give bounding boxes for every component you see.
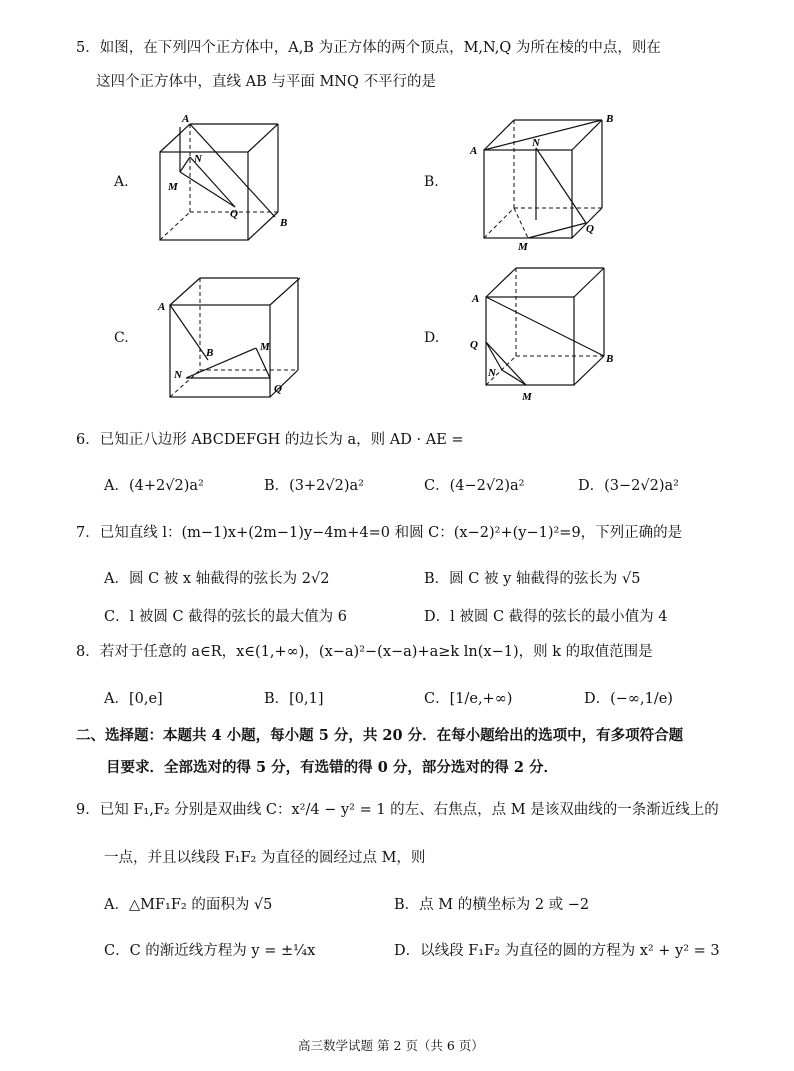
q9-option-b: B．点 M 的横坐标为 2 或 −2 — [394, 897, 590, 913]
q7-option-c: C．l 被圆 C 截得的弦长的最大值为 6 — [104, 609, 347, 625]
point-label-a: A — [472, 293, 480, 305]
point-label-m: M — [518, 241, 528, 253]
fig-c-label: C. — [114, 330, 129, 346]
q8-stem: 8．若对于任意的 a∈R，x∈(1,+∞)，(x−a)²−(x−a)+a≥k ln(x−1)，则 k 的取值范围是 — [76, 644, 653, 660]
point-label-q: Q — [230, 208, 238, 220]
q6-stem: 6．已知正八边形 ABCDEFGH 的边长为 a，则 AD · AE = — [76, 432, 464, 448]
q8-option-d: D．(−∞,1/e) — [584, 691, 673, 707]
point-label-b: B — [206, 347, 214, 359]
cube-figure-a — [150, 112, 300, 262]
point-label-a: A — [470, 145, 478, 157]
point-label-b: B — [606, 353, 614, 365]
q5-line1: 5．如图，在下列四个正方体中，A,B 为正方体的两个顶点，M,N,Q 为所在棱的中点，则在 — [76, 40, 661, 56]
point-label-b: B — [606, 113, 614, 125]
point-label-a: A — [182, 113, 190, 125]
point-label-q: Q — [470, 339, 478, 351]
q7-option-a: A．圆 C 被 x 轴截得的弦长为 2√2 — [104, 571, 330, 587]
point-label-n: N — [488, 367, 496, 379]
point-label-n: N — [194, 153, 202, 165]
q9-line2: 一点，并且以线段 F₁F₂ 为直径的圆经过点 M，则 — [104, 850, 426, 866]
point-label-q: Q — [274, 383, 282, 395]
q8-option-c: C．[1/e,+∞) — [424, 691, 513, 707]
section2-heading-line2: 目要求．全部选对的得 5 分，有选错的得 0 分，部分选对的得 2 分． — [106, 759, 559, 776]
q6-option-d: D．(3−2√2)a² — [578, 478, 679, 494]
q8-option-a: A．[0,e] — [104, 691, 163, 707]
cube-figure-c — [150, 270, 300, 410]
point-label-a: A — [158, 301, 166, 313]
point-label-b: B — [280, 217, 288, 229]
point-label-m: M — [168, 181, 178, 193]
cube-figure-d — [466, 262, 626, 407]
q5-line2: 这四个正方体中，直线 AB 与平面 MNQ 不平行的是 — [96, 74, 436, 90]
point-label-n: N — [532, 137, 540, 149]
q9-option-a: A．△MF₁F₂ 的面积为 √5 — [104, 897, 273, 913]
q7-stem: 7．已知直线 l：(m−1)x+(2m−1)y−4m+4=0 和圆 C：(x−2)²+(y−1)²=9，下列正确的是 — [76, 525, 683, 541]
q9-line1: 9．已知 F₁,F₂ 分别是双曲线 C：x²/4 − y² = 1 的左、右焦点，点 M 是该双曲线的一条渐近线上的 — [76, 802, 719, 818]
q9-option-c: C．C 的渐近线方程为 y = ±¼x — [104, 943, 316, 959]
q6-option-b: B．(3+2√2)a² — [264, 478, 364, 494]
q7-option-d: D．l 被圆 C 截得的弦长的最小值为 4 — [424, 609, 668, 625]
fig-d-label: D. — [424, 330, 440, 346]
q7-option-b: B．圆 C 被 y 轴截得的弦长为 √5 — [424, 571, 641, 587]
q6-option-a: A．(4+2√2)a² — [104, 478, 204, 494]
q8-option-b: B．[0,1] — [264, 691, 324, 707]
q6-option-c: C．(4−2√2)a² — [424, 478, 525, 494]
point-label-q: Q — [586, 223, 594, 235]
point-label-n: N — [174, 369, 182, 381]
point-label-m: M — [522, 391, 532, 403]
cube-figure-b — [466, 110, 616, 260]
section2-heading-line1: 二、选择题：本题共 4 小题，每小题 5 分，共 20 分．在每小题给出的选项中，有多项符合题 — [76, 727, 684, 744]
fig-a-label: A. — [114, 174, 129, 190]
point-label-m: M — [260, 341, 270, 353]
fig-b-label: B. — [424, 174, 439, 190]
page-footer: 高三数学试题 第 2 页（共 6 页） — [298, 1038, 484, 1053]
q9-option-d: D．以线段 F₁F₂ 为直径的圆的方程为 x² + y² = 3 — [394, 943, 720, 959]
